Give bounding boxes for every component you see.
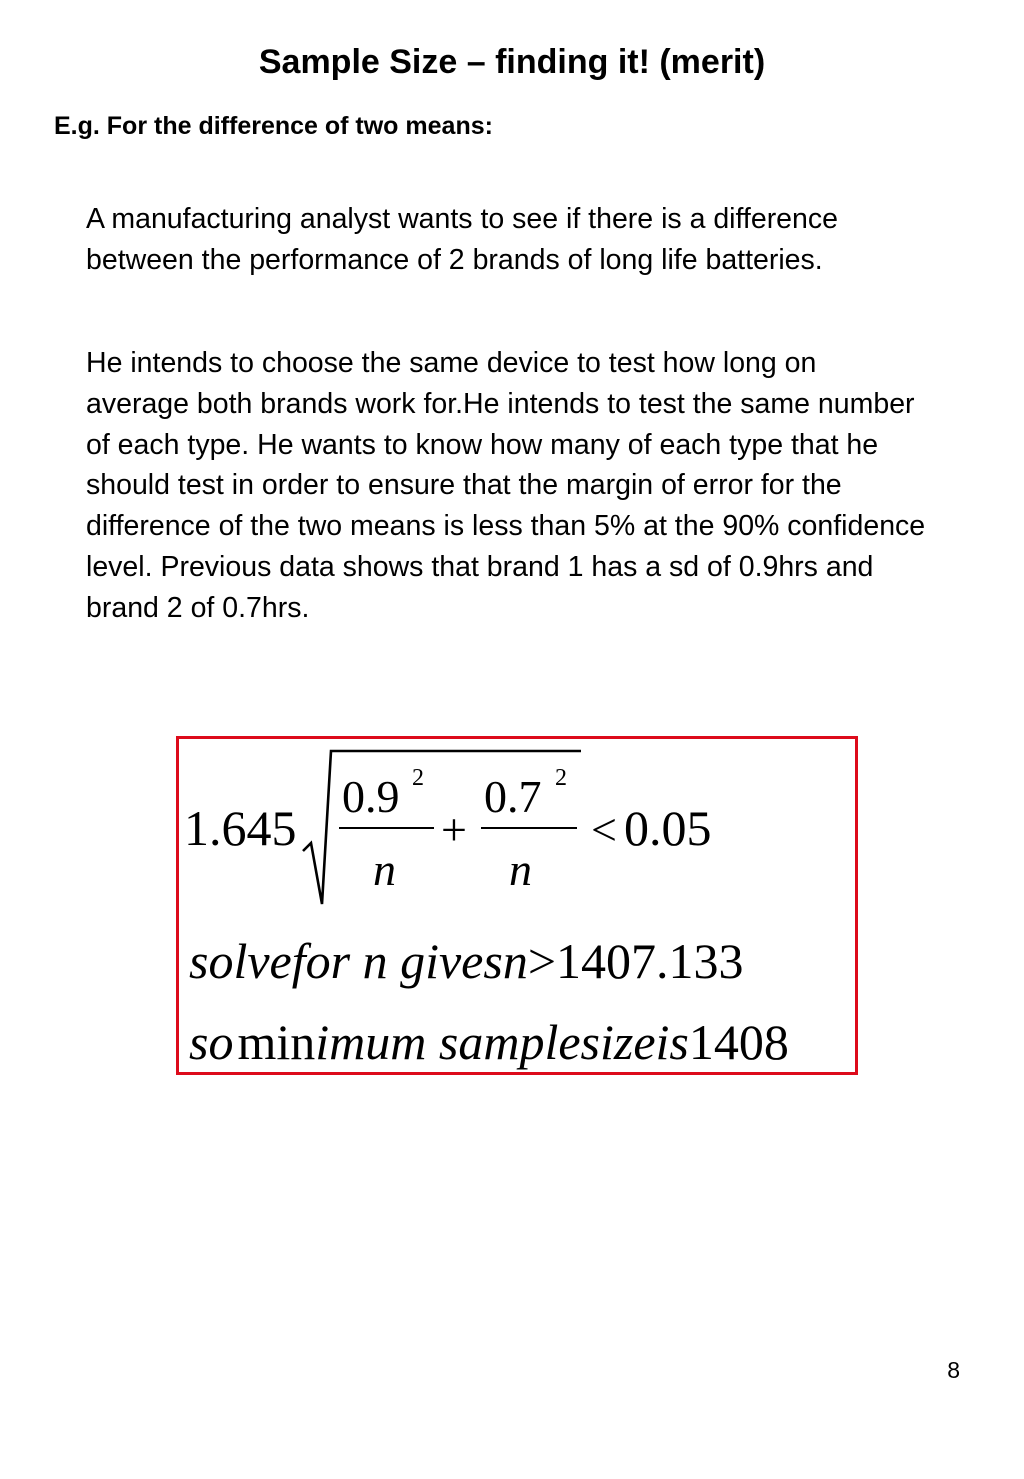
problem-paragraph-1: A manufacturing analyst wants to see if there is a difference between the performance of 2 brands of long life batteries. (86, 203, 838, 276)
plus-sign: + (441, 804, 467, 855)
solve-line-value: 1407.133 (556, 933, 744, 989)
fraction1-exponent: 2 (412, 765, 424, 791)
fraction2-numerator: 0.7 (484, 771, 542, 822)
conclusion-so: so (189, 1014, 234, 1070)
page-number: 8 (947, 1357, 960, 1383)
fraction1-denominator: n (373, 844, 396, 895)
problem-paragraph-2: He intends to choose the same device to test how long on average both brands work for.He intends to test the same number of each type. He wants to know how many of each type that he should test in order to ensure that the margin of error for the difference of the two means is less than 5% at the 90% confidence level. Previous data shows that brand 1 has a sd of 0.9hrs and brand 2 of 0.7hrs. (86, 347, 926, 624)
conclusion-text: imum samplesizeis (315, 1014, 689, 1070)
slide-title: Sample Size – finding it! (merit) (258, 43, 766, 81)
conclusion-value: 1408 (688, 1014, 789, 1070)
threshold-value: 0.05 (624, 800, 712, 856)
formula-box (176, 736, 858, 1075)
formula-svg (179, 739, 861, 1078)
fraction1-numerator: 0.9 (342, 771, 400, 822)
less-than-sign: < (591, 804, 617, 855)
solve-line (189, 933, 744, 989)
conclusion-min: min (237, 1014, 316, 1070)
slide-subtitle: E.g. For the difference of two means: (54, 112, 493, 140)
fraction2-denominator: n (509, 844, 532, 895)
solve-line-text: solvefor n givesn (189, 933, 528, 989)
conclusion-line (189, 1014, 789, 1070)
fraction2-exponent: 2 (555, 765, 567, 791)
formula-coefficient: 1.645 (184, 800, 297, 856)
solve-line-gt: > (527, 933, 557, 989)
